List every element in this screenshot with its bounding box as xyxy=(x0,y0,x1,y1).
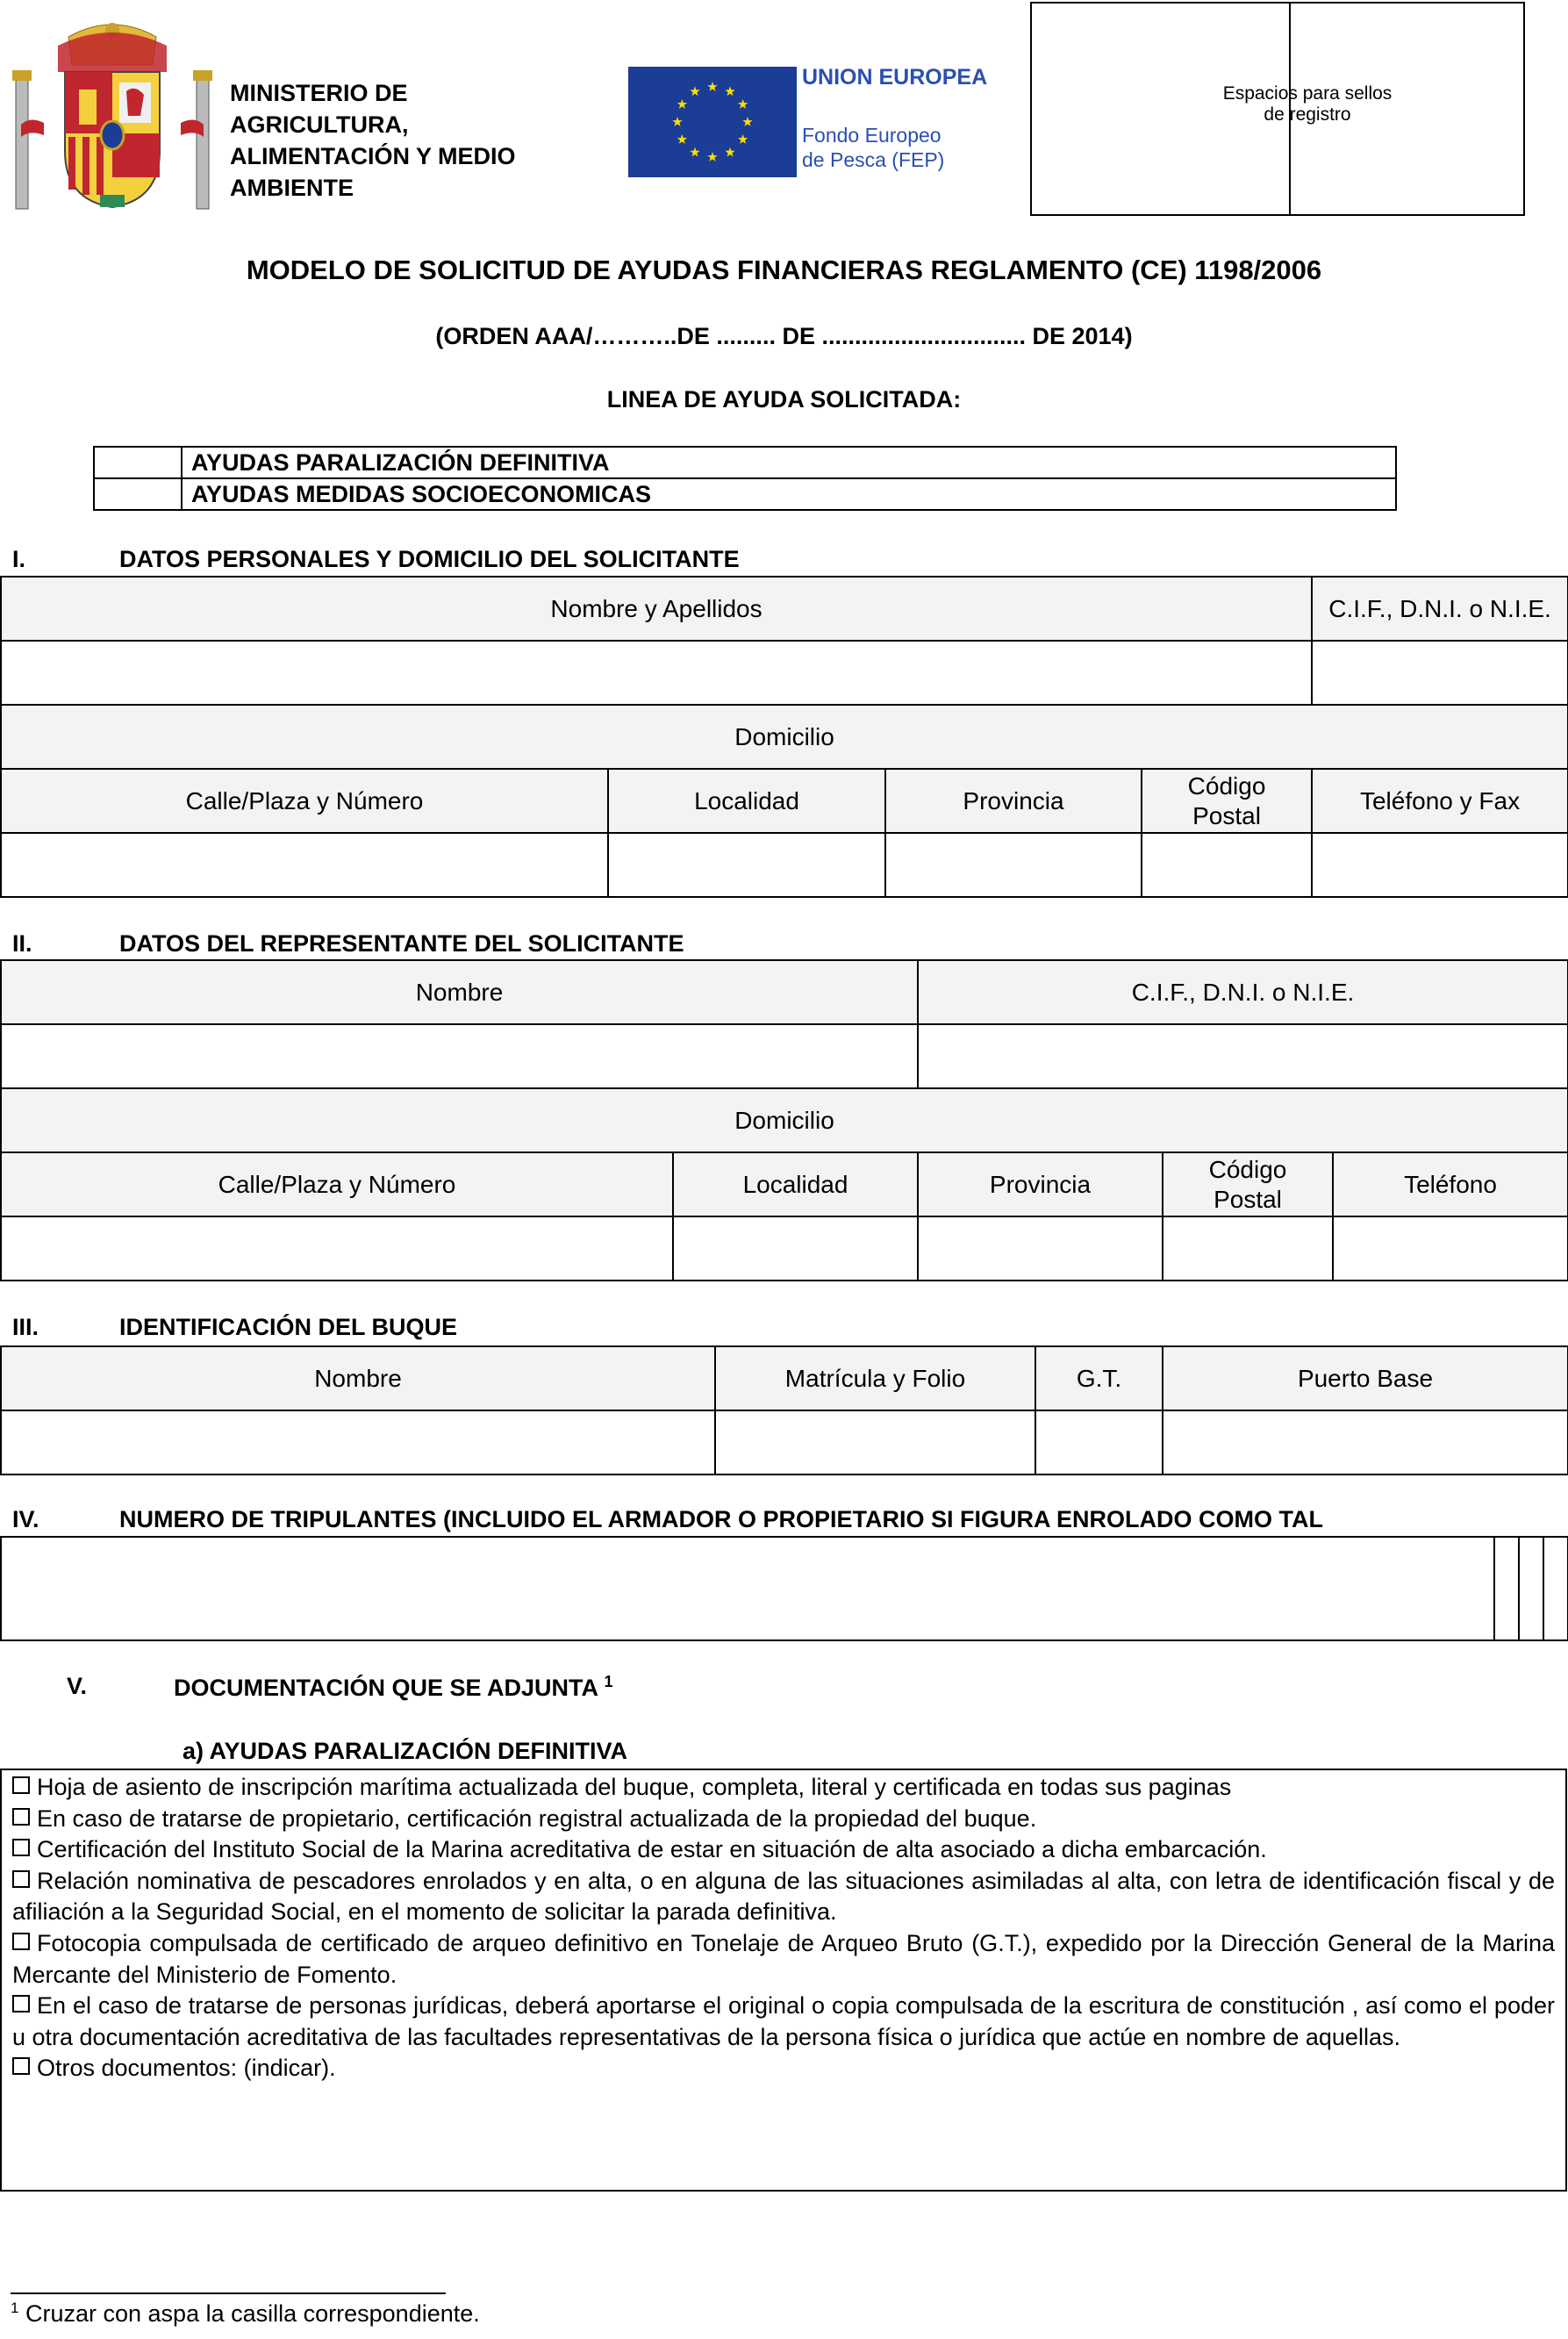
document-item-text: Fotocopia compulsada de certificado de arqueo definitivo en Tonelaje de Arqueo Bruto (G.T.), expedido por la Dirección General de la Marina Mercante del Ministerio de Fomento. xyxy=(12,1929,1555,1988)
ministry-name xyxy=(230,77,516,204)
address-header: Domicilio xyxy=(1,1088,1568,1152)
gt-header: G.T. xyxy=(1035,1346,1163,1410)
stamp-line2: de registro xyxy=(1264,104,1351,125)
document-item-text: Otros documentos: (indicar). xyxy=(37,2055,336,2082)
section-title: IDENTIFICACIÓN DEL BUQUE xyxy=(119,1314,458,1340)
document-item xyxy=(12,1804,1555,1835)
document-item xyxy=(12,1772,1555,1804)
document-item xyxy=(12,1866,1555,1928)
locality-field[interactable] xyxy=(673,1216,918,1281)
page-title: MODELO DE SOLICITUD DE AYUDAS FINANCIERAS REGLAMENTO (CE) 1198/2006 xyxy=(246,255,1322,285)
address-header: Domicilio xyxy=(1,705,1568,769)
coat-of-arms-logo xyxy=(12,19,212,211)
representative-id-field[interactable] xyxy=(918,1024,1568,1088)
locality-header: Localidad xyxy=(673,1152,918,1216)
section-title: DATOS PERSONALES Y DOMICILIO DEL SOLICITANTE xyxy=(119,546,740,572)
section-number: I. xyxy=(12,546,26,572)
footnote-ref: 1 xyxy=(604,1673,613,1690)
home-port-header: Puerto Base xyxy=(1163,1346,1568,1410)
registration-header: Matrícula y Folio xyxy=(715,1346,1035,1410)
phone-field[interactable] xyxy=(1333,1216,1568,1281)
document-item-text: Relación nominativa de pescadores enrolados y en alta, o en alguna de las situaciones asimiladas al alta, con letra de identificación fiscal y de afiliación a la Seguridad Social, en el momento de solicitar la parada definitiva. xyxy=(12,1867,1555,1926)
ministry-line: ALIMENTACIÓN Y MEDIO xyxy=(230,143,516,169)
street-header: Calle/Plaza y Número xyxy=(1,1152,673,1216)
document-item xyxy=(12,1928,1555,1991)
document-checkbox[interactable] xyxy=(12,1870,30,1888)
id-header: C.I.F., D.N.I. o N.I.E. xyxy=(1312,577,1568,641)
stamp-line1: Espacios para sellos xyxy=(1222,83,1393,104)
footnote-text: Cruzar con aspa la casilla correspondiente. xyxy=(25,2300,480,2327)
footnote xyxy=(11,2300,480,2328)
registration-field[interactable] xyxy=(715,1410,1035,1474)
section-title: NUMERO DE TRIPULANTES (INCLUIDO EL ARMADOR O PROPIETARIO SI FIGURA ENROLADO COMO TAL xyxy=(119,1506,1323,1532)
document-item-text: En caso de tratarse de propietario, certificación registral actualizada de la propiedad del buque. xyxy=(37,1804,1037,1832)
name-header: Nombre y Apellidos xyxy=(1,577,1312,641)
representative-name-field[interactable] xyxy=(1,1024,918,1088)
crew-count-table xyxy=(0,1536,1568,1641)
aid-option-label: AYUDAS MEDIDAS SOCIOECONOMICAS xyxy=(182,478,1396,510)
aid-line-table xyxy=(93,446,1397,511)
order-reference: (ORDEN AAA/………..DE ......... DE ............................... DE 2014) xyxy=(435,323,1133,349)
postal-code-header xyxy=(1163,1152,1333,1216)
id-header: C.I.F., D.N.I. o N.I.E. xyxy=(918,960,1568,1024)
aid-option-checkbox[interactable] xyxy=(94,478,182,510)
stamp-box-label xyxy=(1167,83,1448,126)
document-item-text: Hoja de asiento de inscripción marítima actualizada del buque, completa, literal y certificada en todas sus paginas xyxy=(37,1774,1232,1800)
document-checkbox[interactable] xyxy=(12,1995,30,2013)
phone-fax-field[interactable] xyxy=(1312,833,1568,897)
vessel-name-header: Nombre xyxy=(1,1346,715,1410)
section-title xyxy=(174,1673,613,1702)
province-header: Provincia xyxy=(885,769,1142,833)
postal-code-line2: Postal xyxy=(1192,801,1261,829)
crew-count-cell[interactable] xyxy=(1494,1537,1519,1640)
province-field[interactable] xyxy=(885,833,1142,897)
vessel-table xyxy=(0,1345,1568,1475)
postal-code-line1: Código xyxy=(1208,1155,1287,1183)
eu-fund-line1: Fondo Europeo xyxy=(802,124,942,147)
locality-field[interactable] xyxy=(608,833,885,897)
document-checkbox[interactable] xyxy=(12,1808,30,1826)
applicant-name-field[interactable] xyxy=(1,641,1312,705)
document-checkbox[interactable] xyxy=(12,2057,30,2075)
postal-code-field[interactable] xyxy=(1142,833,1312,897)
crew-count-cell[interactable] xyxy=(1543,1537,1568,1640)
eu-fund-logo-text xyxy=(802,65,987,172)
postal-code-line1: Código xyxy=(1187,771,1266,800)
section-number: III. xyxy=(12,1314,39,1340)
document-item xyxy=(12,1991,1555,2053)
document-checkbox[interactable] xyxy=(12,1776,30,1794)
aid-option-row xyxy=(94,447,1396,478)
document-item-text: Certificación del Instituto Social de la Marina acreditativa de estar en situación de alta asociado a dicha embarcación. xyxy=(37,1836,1267,1863)
street-field[interactable] xyxy=(1,833,608,897)
aid-option-label: AYUDAS PARALIZACIÓN DEFINITIVA xyxy=(182,447,1396,478)
postal-code-line2: Postal xyxy=(1214,1185,1282,1213)
postal-code-field[interactable] xyxy=(1163,1216,1333,1281)
gt-field[interactable] xyxy=(1035,1410,1163,1474)
ministry-line: MINISTERIO DE xyxy=(230,80,408,106)
aid-option-checkbox[interactable] xyxy=(94,447,182,478)
street-header: Calle/Plaza y Número xyxy=(1,769,608,833)
footnote-number: 1 xyxy=(11,2300,19,2316)
crew-count-cell[interactable] xyxy=(1519,1537,1543,1640)
locality-header: Localidad xyxy=(608,769,885,833)
applicant-table xyxy=(0,576,1568,898)
document-item xyxy=(12,1834,1555,1866)
name-header: Nombre xyxy=(1,960,918,1024)
representative-table xyxy=(0,959,1568,1281)
postal-code-header xyxy=(1142,769,1312,833)
section-number: IV. xyxy=(12,1506,39,1532)
applicant-id-field[interactable] xyxy=(1312,641,1568,705)
province-field[interactable] xyxy=(918,1216,1163,1281)
document-item xyxy=(12,2053,1555,2084)
footnote-divider xyxy=(11,2292,446,2294)
aid-line-title: LINEA DE AYUDA SOLICITADA: xyxy=(606,386,962,413)
phone-fax-header: Teléfono y Fax xyxy=(1312,769,1568,833)
document-item-text: En el caso de tratarse de personas jurídicas, deberá aportarse el original o copia compulsada de la escritura de constitución , así como el poder u otra documentación acreditativa de las facultades representativas de la persona física o jurídica que actúe en nombre de aquellas. xyxy=(12,1992,1555,2050)
document-checkbox[interactable] xyxy=(12,1839,30,1856)
section-title-text: DOCUMENTACIÓN QUE SE ADJUNTA xyxy=(174,1675,598,1701)
home-port-field[interactable] xyxy=(1163,1410,1568,1474)
document-checkbox[interactable] xyxy=(12,1933,30,1950)
phone-header: Teléfono xyxy=(1333,1152,1568,1216)
docs-subtitle: a) AYUDAS PARALIZACIÓN DEFINITIVA xyxy=(183,1738,628,1764)
eu-fund-line2: de Pesca (FEP) xyxy=(802,148,945,171)
crew-count-field[interactable] xyxy=(1,1537,1494,1640)
documents-list xyxy=(0,1769,1567,2192)
province-header: Provincia xyxy=(918,1152,1163,1216)
section-title: DATOS DEL REPRESENTANTE DEL SOLICITANTE xyxy=(119,930,684,957)
ministry-line: AGRICULTURA, xyxy=(230,111,409,138)
vessel-name-field[interactable] xyxy=(1,1410,715,1474)
eu-flag-logo xyxy=(628,67,797,177)
ministry-line: AMBIENTE xyxy=(230,175,354,201)
section-number: V. xyxy=(67,1673,88,1699)
street-field[interactable] xyxy=(1,1216,673,1281)
section-number: II. xyxy=(12,930,32,957)
aid-option-row xyxy=(94,478,1396,510)
eu-title: UNION EUROPEA xyxy=(802,65,988,90)
